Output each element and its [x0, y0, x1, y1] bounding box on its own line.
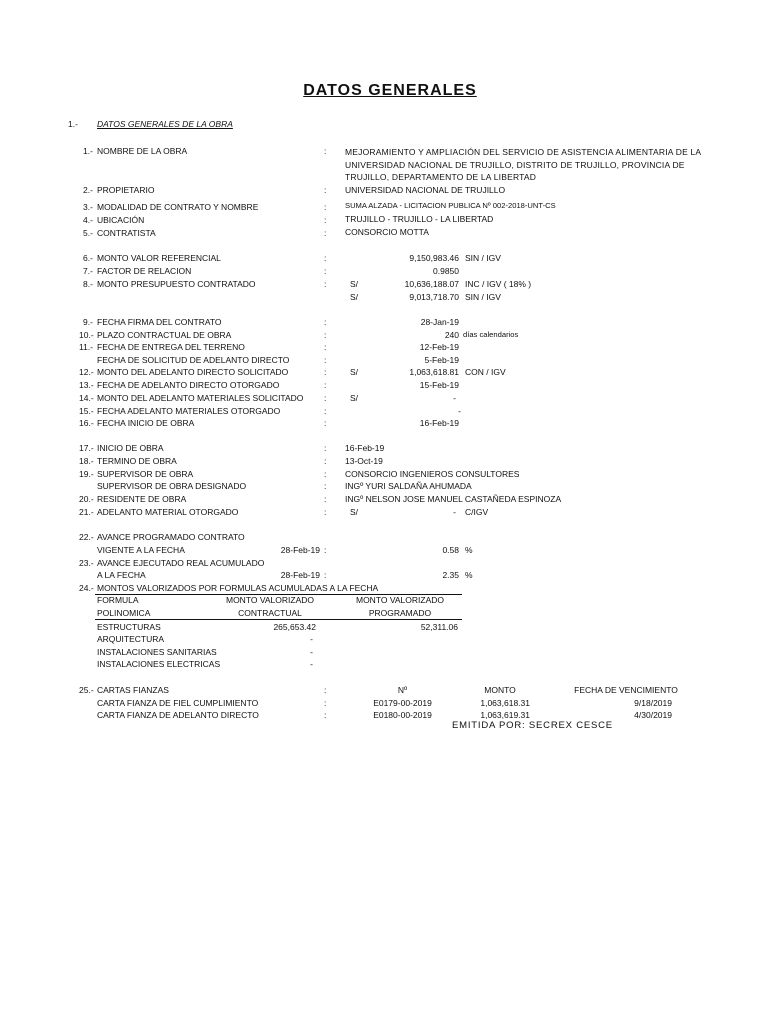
currency-symbol: S/ — [350, 393, 359, 403]
label-fecha-materiales: FECHA ADELANTO MATERIALES OTORGADO — [97, 406, 281, 416]
value-fecha-inicio: 16-Feb-19 — [419, 418, 459, 428]
value-modalidad: SUMA ALZADA - LICITACION PUBLICA Nº 002-2018-UNT-CS — [345, 201, 556, 210]
value-fecha-firma: 28-Jan-19 — [420, 317, 459, 327]
label-fecha-firma: FECHA FIRMA DEL CONTRATO — [97, 317, 222, 327]
colon: : — [324, 443, 327, 453]
label-monto-presupuesto: MONTO PRESUPUESTO CONTRATADO — [97, 279, 256, 289]
currency-symbol: S/ — [350, 279, 359, 289]
fianza-row-monto: 1,063,618.31 — [480, 698, 530, 708]
value-ubicacion: TRUJILLO - TRUJILLO - LA LIBERTAD — [345, 214, 494, 224]
label-plazo: PLAZO CONTRACTUAL DE OBRA — [97, 330, 232, 340]
item-number: 10.- — [79, 330, 94, 340]
unit-monto-presupuesto-sin: SIN / IGV — [465, 292, 501, 302]
label-monto-materiales: MONTO DEL ADELANTO MATERIALES SOLICITADO — [97, 393, 304, 403]
page-title: DATOS GENERALES — [303, 82, 477, 99]
colon: : — [324, 266, 327, 276]
value-supervisor-designado: INGº YURI SALDAÑA AHUMADA — [345, 481, 472, 491]
label-avance-ejecutado: AVANCE EJECUTADO REAL ACUMULADO — [97, 558, 265, 568]
table-row-contractual: 265,653.42 — [273, 622, 316, 632]
item-number: 14.- — [79, 393, 94, 403]
value-avance-programado: 0.58 — [442, 545, 459, 555]
value-monto-materiales: - — [453, 393, 456, 403]
table-header-contractual-2: CONTRACTUAL — [238, 608, 302, 618]
table-row-contractual: - — [310, 634, 313, 644]
item-number: 12.- — [79, 367, 94, 377]
table-header-programado-2: PROGRAMADO — [368, 608, 432, 618]
table-header-formula: FORMULA — [97, 595, 139, 605]
colon: : — [324, 507, 327, 517]
colon: : — [324, 355, 327, 365]
fianza-row-numero: E0180-00-2019 — [373, 710, 432, 720]
unit-avance-programado: % — [465, 545, 473, 555]
section-number: 1.- — [68, 119, 78, 129]
table-header-polinomica: POLINOMICA — [97, 608, 151, 618]
value-factor-relacion: 0.9850 — [433, 266, 459, 276]
colon: : — [324, 279, 327, 289]
colon: : — [324, 253, 327, 263]
fianza-header-monto: MONTO — [484, 685, 516, 695]
colon: : — [324, 185, 327, 195]
item-number: 8.- — [83, 279, 93, 289]
label-solicitud-adelanto: FECHA DE SOLICITUD DE ADELANTO DIRECTO — [97, 355, 290, 365]
label-residente: RESIDENTE DE OBRA — [97, 494, 187, 504]
label-termino-obra: TERMINO DE OBRA — [97, 456, 177, 466]
label-supervisor: SUPERVISOR DE OBRA — [97, 469, 194, 479]
value-fecha-adelanto: 15-Feb-19 — [419, 380, 459, 390]
value-fecha-materiales: - — [458, 406, 461, 416]
item-number: 13.- — [79, 380, 94, 390]
label-a-la-fecha: A LA FECHA — [97, 570, 146, 580]
item-number: 17.- — [79, 443, 94, 453]
table-row-name: ESTRUCTURAS — [97, 622, 161, 632]
currency-symbol: S/ — [350, 292, 359, 302]
fianza-row-monto: 1,063,619.31 — [480, 710, 530, 720]
unit-monto-presupuesto-inc: INC / IGV ( 18% ) — [465, 279, 532, 289]
table-row-name: INSTALACIONES SANITARIAS — [97, 647, 217, 657]
label-avance-programado: AVANCE PROGRAMADO CONTRATO — [97, 532, 245, 542]
item-number: 1.- — [83, 146, 93, 156]
label-modalidad: MODALIDAD DE CONTRATO Y NOMBRE — [97, 202, 259, 212]
label-fecha-adelanto: FECHA DE ADELANTO DIRECTO OTORGADO — [97, 380, 280, 390]
value-monto-presupuesto-inc: 10,636,188.07 — [404, 279, 459, 289]
unit-avance-ejecutado: % — [465, 570, 473, 580]
item-number: 7.- — [83, 266, 93, 276]
value-contratista: CONSORCIO MOTTA — [345, 227, 429, 237]
item-number: 4.- — [83, 215, 93, 225]
label-entrega-terreno: FECHA DE ENTREGA DEL TERRENO — [97, 342, 245, 352]
fianza-row-numero: E0179-00-2019 — [373, 698, 432, 708]
item-number: 6.- — [83, 253, 93, 263]
value-nombre-obra: MEJORAMIENTO Y AMPLIACIÓN DEL SERVICIO DE ASISTENCIA ALIMENTARIA DE LA UNIVERSIDAD NACIONAL DE TRUJILLO, DISTRITO DE TRUJILLO, PROVINCIA DE TRUJILLO, DEPARTAMENTO DE LA LIBERTAD — [345, 147, 701, 182]
currency-symbol: S/ — [350, 507, 359, 517]
section-title: DATOS GENERALES DE LA OBRA — [97, 119, 233, 129]
table-row-contractual: - — [310, 659, 313, 669]
colon: : — [324, 418, 327, 428]
fianza-header-numero: Nº — [397, 685, 408, 695]
label-supervisor-designado: SUPERVISOR DE OBRA DESIGNADO — [97, 481, 247, 491]
item-number: 22.- — [79, 532, 94, 542]
value-monto-referencial: 9,150,983.46 — [409, 253, 459, 263]
value-solicitud-adelanto: 5-Feb-19 — [424, 355, 459, 365]
item-number: 25.- — [79, 685, 94, 695]
colon: : — [324, 685, 327, 695]
table-row-contractual: - — [310, 647, 313, 657]
item-number: 18.- — [79, 456, 94, 466]
unit-adelanto-material: C/IGV — [465, 507, 489, 517]
colon: : — [324, 481, 327, 491]
table-header-programado: MONTO VALORIZADO — [355, 595, 444, 605]
value-propietario: UNIVERSIDAD NACIONAL DE TRUJILLO — [345, 185, 506, 195]
table-row-programado: 52,311.06 — [420, 622, 458, 632]
label-nombre-obra: NOMBRE DE LA OBRA — [97, 146, 188, 156]
label-fecha-inicio: FECHA INICIO DE OBRA — [97, 418, 195, 428]
item-number: 24.- — [79, 583, 94, 593]
unit-monto-referencial: SIN / IGV — [465, 253, 501, 263]
label-vigente-fecha: VIGENTE A LA FECHA — [97, 545, 185, 555]
item-number: 21.- — [79, 507, 94, 517]
label-propietario: PROPIETARIO — [97, 185, 155, 195]
colon: : — [324, 406, 327, 416]
table-row-name: INSTALACIONES ELECTRICAS — [97, 659, 221, 669]
colon: : — [324, 545, 327, 555]
colon: : — [324, 393, 327, 403]
colon: : — [324, 342, 327, 352]
fianza-row-vencimiento: 9/18/2019 — [634, 698, 672, 708]
item-number: 2.- — [83, 185, 93, 195]
colon: : — [324, 202, 327, 212]
value-inicio-obra: 16-Feb-19 — [345, 443, 385, 453]
colon: : — [324, 215, 327, 225]
colon: : — [324, 456, 327, 466]
value-termino-obra: 13-Oct-19 — [345, 456, 383, 466]
unit-monto-adelanto: CON / IGV — [465, 367, 506, 377]
value-adelanto-material: - — [453, 507, 456, 517]
table-row-name: ARQUITECTURA — [97, 634, 165, 644]
value-supervisor: CONSORCIO INGENIEROS CONSULTORES — [345, 469, 520, 479]
value-entrega-terreno: 12-Feb-19 — [419, 342, 459, 352]
item-number: 20.- — [79, 494, 94, 504]
label-monto-referencial: MONTO VALOR REFERENCIAL — [97, 253, 221, 263]
fianza-row-name: CARTA FIANZA DE ADELANTO DIRECTO — [97, 710, 259, 720]
label-cartas-fianzas: CARTAS FIANZAS — [97, 685, 169, 695]
value-avance-ejecutado: 2.35 — [442, 570, 459, 580]
item-number: 16.- — [79, 418, 94, 428]
label-monto-adelanto: MONTO DEL ADELANTO DIRECTO SOLICITADO — [97, 367, 289, 377]
colon: : — [324, 469, 327, 479]
colon: : — [324, 710, 327, 720]
label-contratista: CONTRATISTA — [97, 228, 156, 238]
value-monto-adelanto: 1,063,618.81 — [409, 367, 459, 377]
table-header-contractual: MONTO VALORIZADO — [225, 595, 314, 605]
colon: : — [324, 228, 327, 238]
emitida-por: EMITIDA POR: SECREX CESCE — [452, 720, 613, 731]
table-top-rule — [95, 594, 462, 595]
label-montos-valorizados: MONTOS VALORIZADOS POR FORMULAS ACUMULADAS A LA FECHA — [97, 583, 379, 593]
date-avance-ejecutado: 28-Feb-19 — [280, 570, 320, 580]
currency-symbol: S/ — [350, 367, 359, 377]
table-header-rule — [95, 619, 462, 620]
colon: : — [324, 570, 327, 580]
colon: : — [324, 330, 327, 340]
label-factor-relacion: FACTOR DE RELACION — [97, 266, 192, 276]
value-plazo: 240 — [444, 330, 459, 340]
colon: : — [324, 146, 327, 156]
colon: : — [324, 494, 327, 504]
colon: : — [324, 367, 327, 377]
value-residente: INGº NELSON JOSE MANUEL CASTAÑEDA ESPINOZA — [345, 494, 562, 504]
item-number: 3.- — [83, 202, 93, 212]
item-number: 15.- — [79, 406, 94, 416]
item-number: 19.- — [79, 469, 94, 479]
label-adelanto-material: ADELANTO MATERIAL OTORGADO — [97, 507, 239, 517]
fianza-row-vencimiento: 4/30/2019 — [634, 710, 672, 720]
item-number: 23.- — [79, 558, 94, 568]
unit-plazo: días calendarios — [463, 330, 519, 339]
colon: : — [324, 698, 327, 708]
label-ubicacion: UBICACIÓN — [97, 215, 145, 225]
label-inicio-obra: INICIO DE OBRA — [97, 443, 164, 453]
colon: : — [324, 317, 327, 327]
colon: : — [324, 380, 327, 390]
item-number: 11.- — [79, 342, 94, 352]
date-avance-programado: 28-Feb-19 — [280, 545, 320, 555]
value-monto-presupuesto-sin: 9,013,718.70 — [409, 292, 459, 302]
fianza-header-vencimiento: FECHA DE VENCIMIENTO — [574, 685, 678, 695]
fianza-row-name: CARTA FIANZA DE FIEL CUMPLIMIENTO — [97, 698, 259, 708]
item-number: 9.- — [83, 317, 93, 327]
item-number: 5.- — [83, 228, 93, 238]
